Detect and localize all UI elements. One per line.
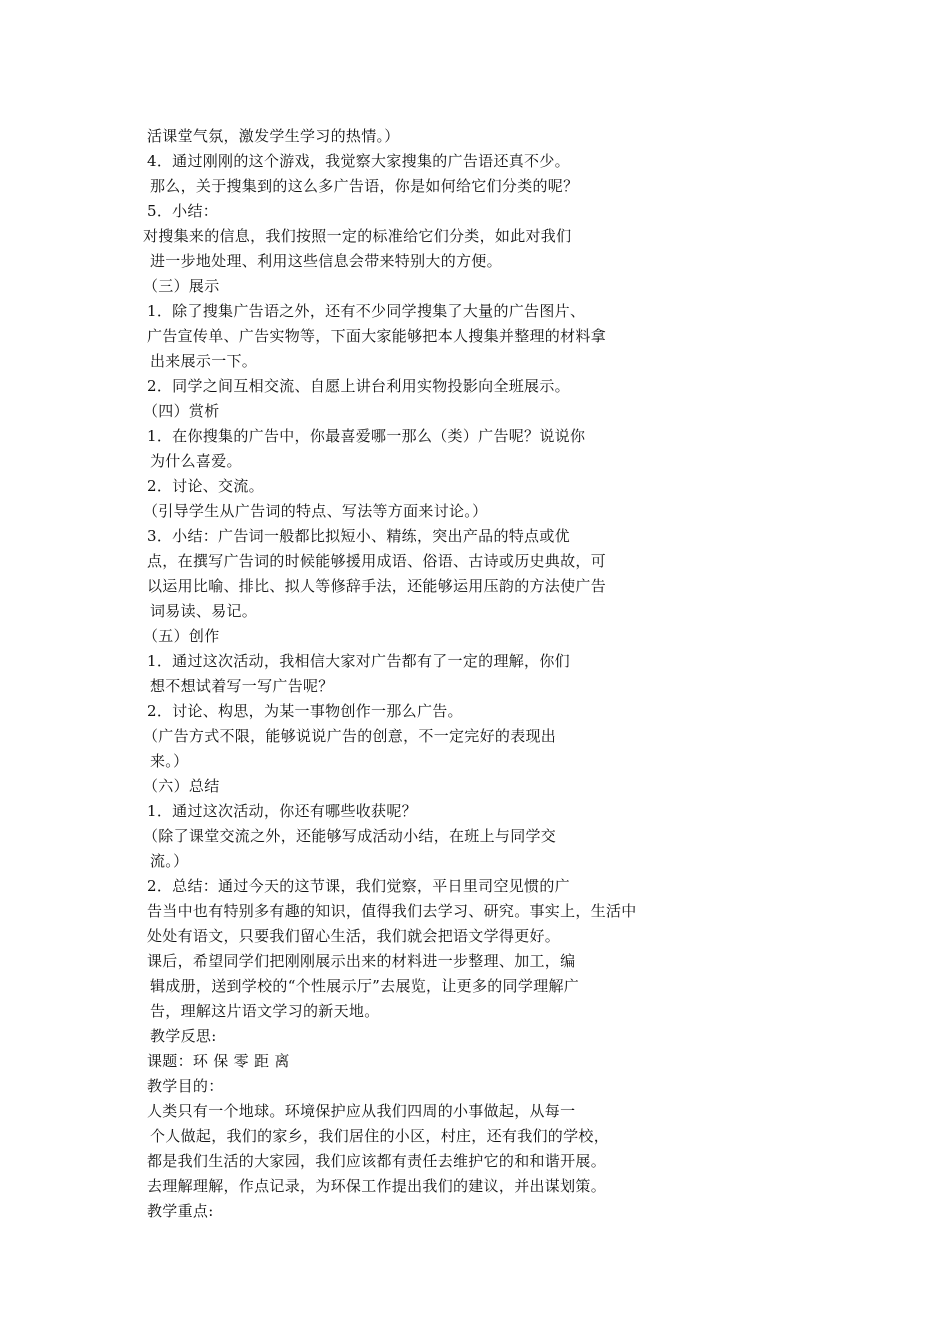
text-line: 2．讨论、交流。 (147, 477, 264, 495)
text-line: 1．通过这次活动，你还有哪些收获呢？ (147, 802, 417, 820)
text-line: （广告方式不限，能够说说广告的创意，不一定完好的表现出 (143, 727, 557, 745)
text-line: 人类只有一个地球。环境保护应从我们四周的小事做起，从每一 (147, 1102, 576, 1120)
text-line: 那么，关于搜集到的这么多广告语，你是如何给它们分类的呢？ (150, 177, 579, 195)
text-line: 1．通过这次活动，我相信大家对广告都有了一定的理解，你们 (147, 652, 570, 670)
section-heading: 教学反思: (150, 1027, 217, 1045)
text-line: 2．讨论、构思，为某一事物创作一那么广告。 (147, 702, 463, 720)
text-line: 出来展示一下。 (150, 352, 258, 370)
text-line: 以运用比喻、排比、拟人等修辞手法，还能够运用压韵的方法使广告 (147, 577, 607, 595)
text-line: 1．在你搜集的广告中，你最喜爱哪一那么（类）广告呢？说说你 (147, 427, 586, 445)
text-line: 告，理解这片语文学习的新天地。 (150, 1002, 380, 1020)
text-line: （除了课堂交流之外，还能够写成活动小结，在班上与同学交 (143, 827, 557, 845)
lesson-title: 课题：环 保 零 距 离 (147, 1052, 290, 1070)
text-line: 对搜集来的信息，我们按照一定的标准给它们分类，如此对我们 (143, 227, 572, 245)
text-line: 进一步地处理、利用这些信息会带来特别大的方便。 (150, 252, 502, 270)
section-heading: 教学目的： (147, 1077, 224, 1095)
section-heading: 教学重点: (147, 1202, 214, 1220)
text-line: 活课堂气氛，激发学生学习的热情。） (147, 127, 400, 145)
text-line: 处处有语文，只要我们留心生活，我们就会把语文学得更好。 (147, 927, 561, 945)
text-line: 4．通过刚刚的这个游戏，我觉察大家搜集的广告语还真不少。 (147, 152, 570, 170)
text-line: 课后，希望同学们把刚刚展示出来的材料进一步整理、加工，编 (147, 952, 576, 970)
section-heading: （五）创作 (143, 627, 220, 645)
text-line: （引导学生从广告词的特点、写法等方面来讨论。） (143, 502, 488, 520)
text-line: 流。） (150, 852, 189, 870)
text-line: 1．除了搜集广告语之外，还有不少同学搜集了大量的广告图片、 (147, 302, 586, 320)
text-line: 都是我们生活的大家园，我们应该都有责任去维护它的和和谐开展。 (147, 1152, 607, 1170)
section-heading: （六）总结 (143, 777, 220, 795)
section-heading: （四）赏析 (143, 402, 220, 420)
text-line: 为什么喜爱。 (150, 452, 242, 470)
text-line: 来。） (150, 752, 189, 770)
text-line: 2．总结：通过今天的这节课，我们觉察，平日里司空见惯的广 (147, 877, 570, 895)
section-heading: （三）展示 (143, 277, 220, 295)
text-line: 辑成册，送到学校的“个性展示厅”去展览，让更多的同学理解广 (150, 977, 580, 995)
text-line: 想不想试着写一写广告呢？ (150, 677, 334, 695)
text-line: 词易读、易记。 (150, 602, 258, 620)
text-line: 告当中也有特别多有趣的知识，值得我们去学习、研究。事实上，生活中 (147, 902, 637, 920)
text-line: 个人做起，我们的家乡，我们居住的小区，村庄，还有我们的学校， (150, 1127, 610, 1145)
text-line: 3．小结：广告词一般都比拟短小、精练，突出产品的特点或优 (147, 527, 570, 545)
text-line: 5．小结： (147, 202, 219, 220)
text-line: 2．同学之间互相交流、自愿上讲台利用实物投影向全班展示。 (147, 377, 570, 395)
text-line: 去理解理解，作点记录，为环保工作提出我们的建议，并出谋划策。 (147, 1177, 607, 1195)
text-line: 广告宣传单、广告实物等，下面大家能够把本人搜集并整理的材料拿 (147, 327, 607, 345)
text-line: 点，在撰写广告词的时候能够援用成语、俗语、古诗或历史典故，可 (147, 552, 607, 570)
